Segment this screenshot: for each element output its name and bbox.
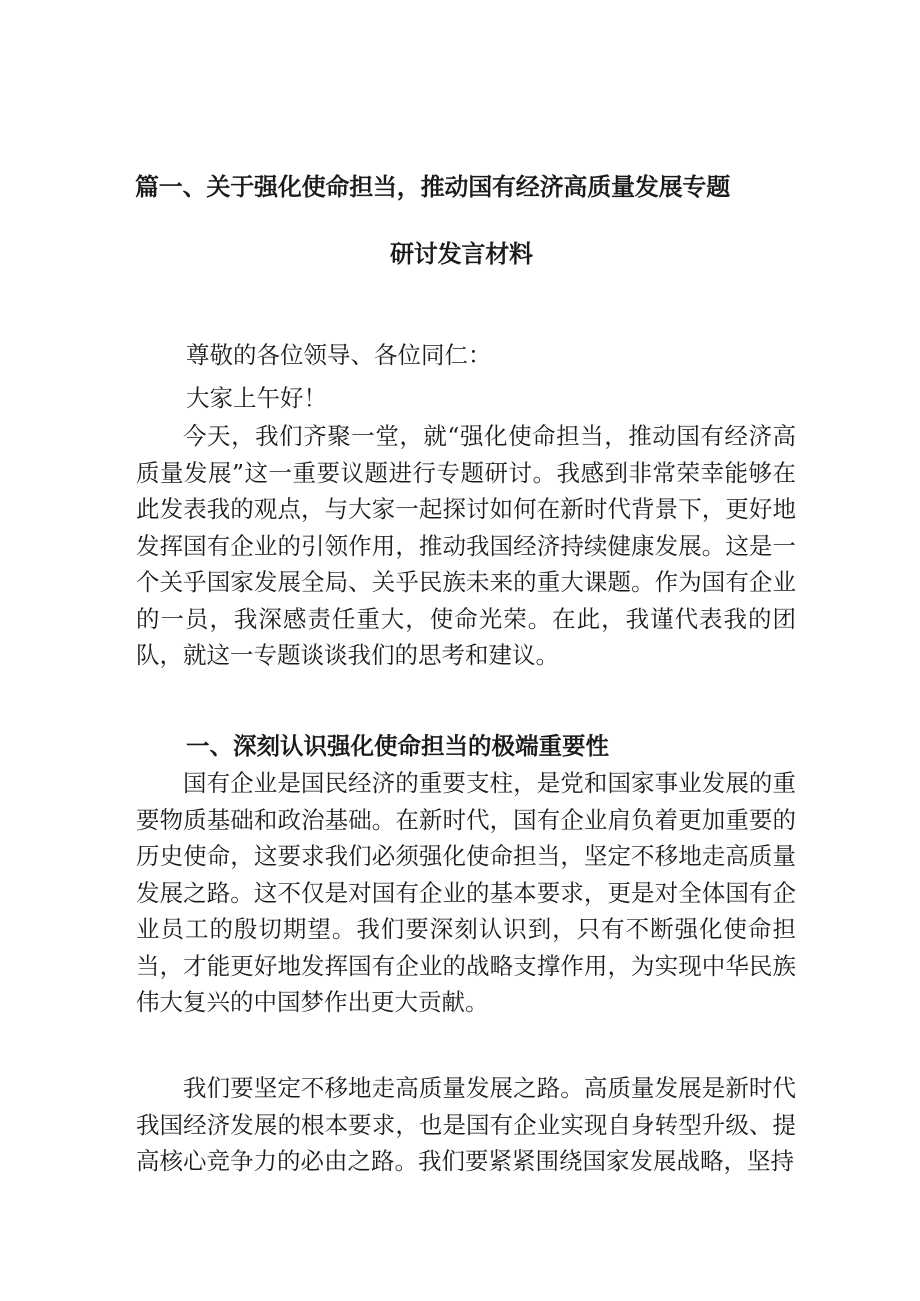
section-1-paragraph-2: 我们要坚定不移地走高质量发展之路。高质量发展是新时代我国经济发展的根本要求，也是国有企业实现自身转型升级、提高核心竞争力的必由之路。我们要紧紧围绕国家发展战略，坚持 bbox=[136, 1074, 796, 1175]
document-title-line-2: 研讨发言材料 bbox=[390, 240, 533, 268]
document-title-line-1: 篇一、关于强化使命担当，推动国有经济高质量发展专题 bbox=[135, 173, 730, 201]
section-heading-1: 一、深刻认识强化使命担当的极端重要性 bbox=[186, 732, 609, 760]
greeting: 大家上午好！ bbox=[186, 384, 327, 412]
section-1-paragraph-1: 国有企业是国民经济的重要支柱，是党和国家事业发展的重要物质基础和政治基础。在新时代，国有企业肩负着更加重要的历史使命，这要求我们必须强化使命担当，坚定不移地走高质量发展之路。这不仅是对国有企业的基本要求，更是对全体国有企业员工的殷切期望。我们要深刻认识到，只有不断强化使命担当，才能更好地发挥国有企业的战略支撑作用，为实现中华民族伟大复兴的中国梦作出更大贡献。 bbox=[136, 769, 796, 1016]
intro-paragraph: 今天，我们齐聚一堂，就“强化使命担当，推动国有经济高质量发展”这一重要议题进行专题研讨。我感到非常荣幸能够在此发表我的观点，与大家一起探讨如何在新时代背景下，更好地发挥国有企业的引领作用，推动我国经济持续健康发展。这是一个关乎国家发展全局、关乎民族未来的重大课题。作为国有企业的一员，我深感责任重大，使命光荣。在此，我谨代表我的团队，就这一专题谈谈我们的思考和建议。 bbox=[136, 422, 796, 669]
salutation: 尊敬的各位领导、各位同仁： bbox=[186, 341, 492, 369]
